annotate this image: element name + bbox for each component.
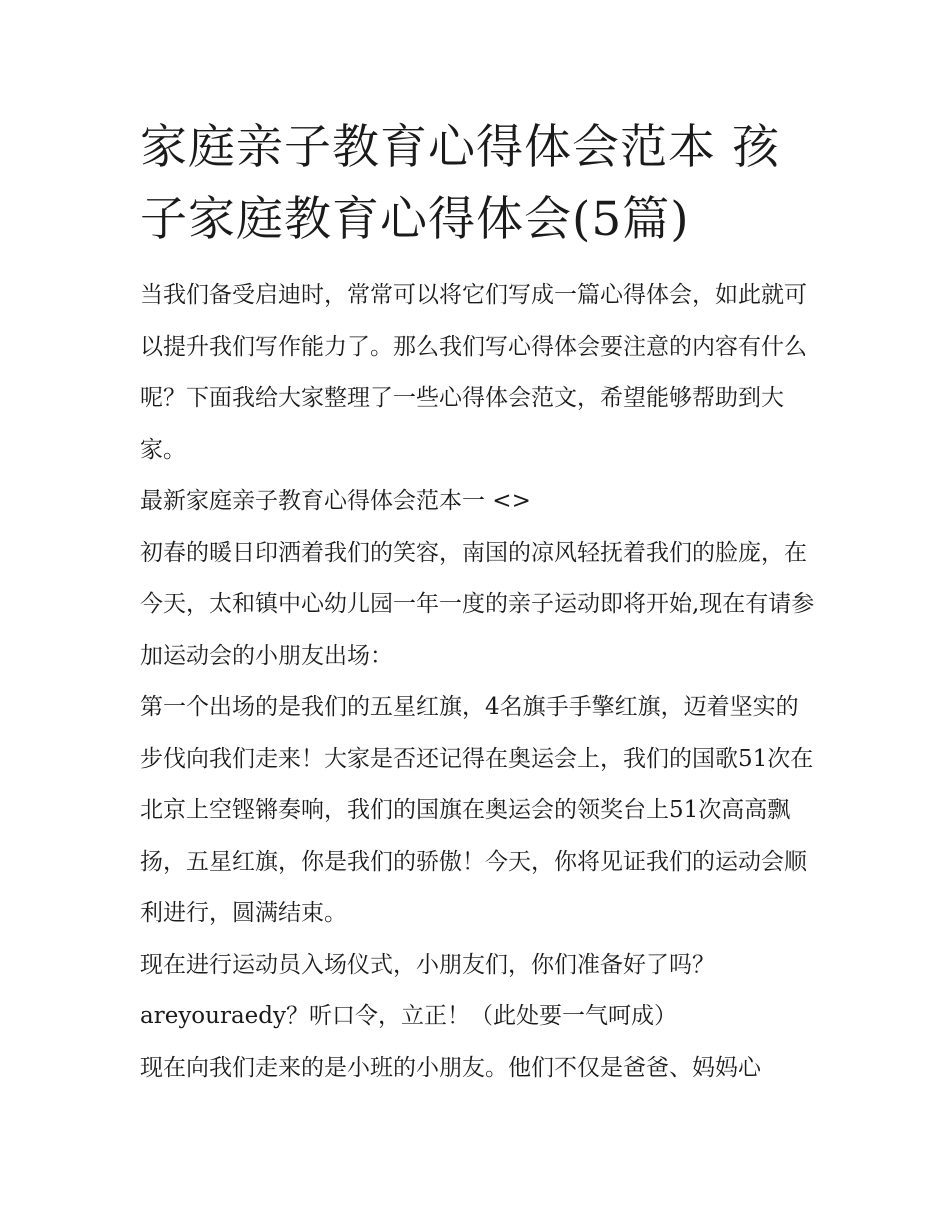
intro-paragraph: 当我们备受启迪时，常常可以将它们写成一篇心得体会，如此就可以提升我们写作能力了。那么我们写心得体会要注意的内容有什么呢？下面我给大家整理了一些心得体会范文，希望能够帮助到大家。 — [140, 282, 807, 463]
document-title: 家庭亲子教育心得体会范本 孩子家庭教育心得体会(5篇) — [140, 120, 780, 247]
body-paragraph: 第一个出场的是我们的五星红旗，4名旗手手擎红旗，迈着坚实的步伐向我们走来！大家是否还记得在奥运会上，我们的国歌51次在北京上空铿锵奏响，我们的国旗在奥运会的领奖台上51次高高飘扬，五星红旗，你是我们的骄傲！今天，你将见证我们的运动会顺利进行，圆满结束。 — [140, 694, 814, 926]
body-paragraph: areyouraedy？听口令，立正！（此处要一气呵成） — [140, 1003, 678, 1029]
section-heading: 最新家庭亲子教育心得体会范本一 <> — [140, 488, 531, 514]
body-paragraph: 现在向我们走来的是小班的小朋友。他们不仅是爸爸、妈妈心 — [140, 1054, 761, 1081]
body-paragraph: 初春的暖日印洒着我们的笑容，南国的凉风轻抚着我们的脸庞，在今天，太和镇中心幼儿园一年一度的亲子运动即将开始,现在有请参加运动会的小朋友出场： — [140, 539, 815, 669]
body-paragraph: 现在进行运动员入场仪式，小朋友们，你们准备好了吗？ — [140, 951, 715, 978]
document-page — [140, 112, 820, 1094]
